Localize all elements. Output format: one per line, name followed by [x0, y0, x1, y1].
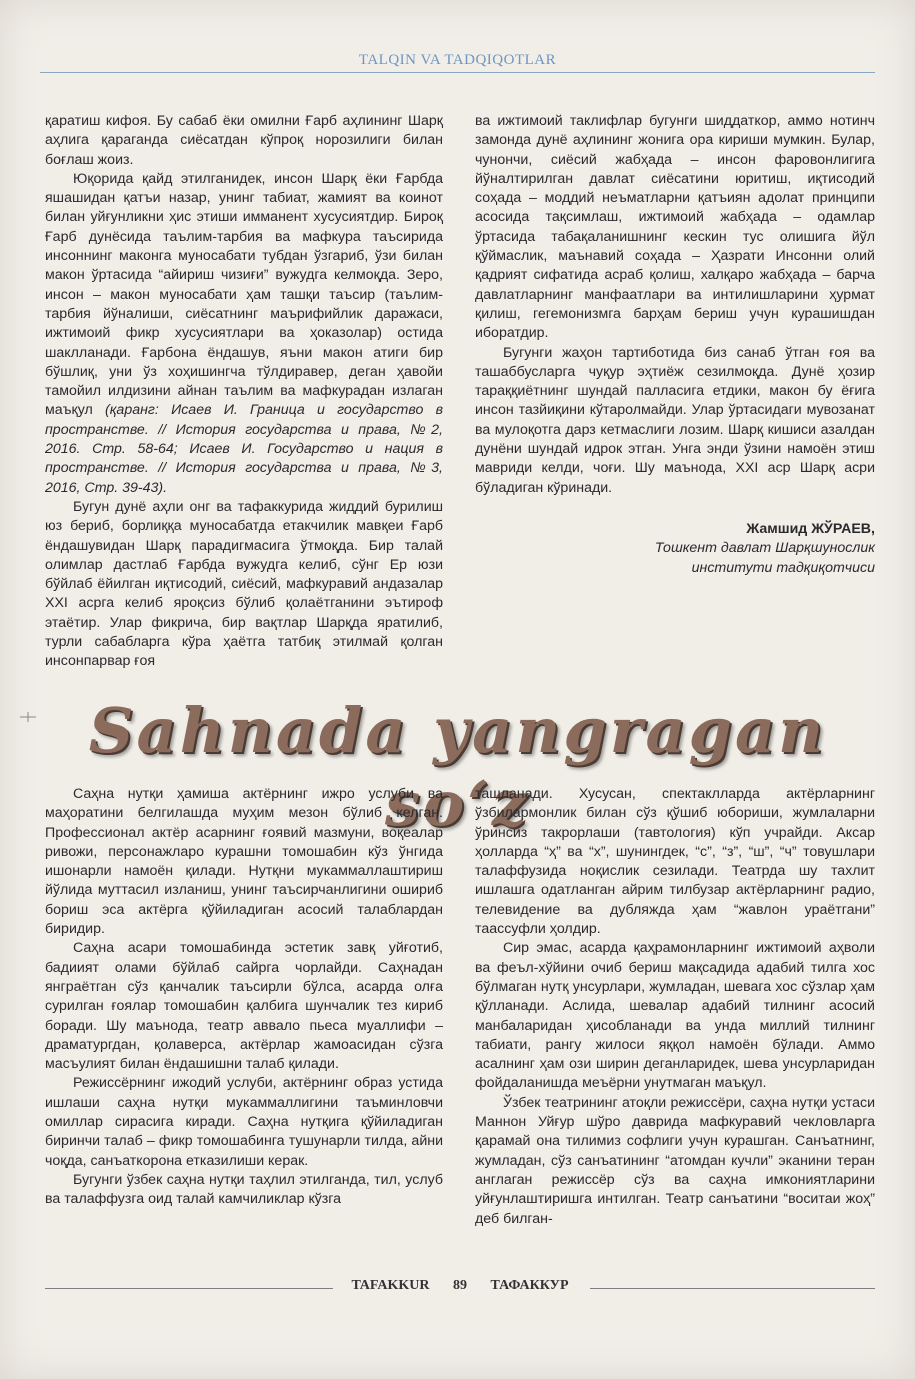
- paragraph-text: ва ижтимоий таклифлар бугунги шиддаткор, аммо нотинч замонда дунё аҳлининг жонига ора кириши мумкин. Булар, чунончи, сиёсий жабҳада – инсон фаровонлигига йўналтирилган давлат сиёсатини юритиш, иқтисодий соҳада – моддий неъматларни қатъиян адолат принципи асосида тақсимлаш, ижтимоий жабҳада – одамлар ўртасида табақаланишнинг кескин тус олишига йўл қўймаслик, маънавий соҳада – Ҳазрати Инсонни олий қадрият сифатида асраб қолиш, халқаро жабҳада – барча давлатларнинг манфаатлари ва интилишларини ҳурмат қилиш, гегемонизмга барҳам бериш учун курашишдан иборатдир.: [475, 113, 875, 342]
- article2-title: Sahnada yangragan so‘z: [88, 694, 827, 840]
- paragraph: [45, 785, 443, 939]
- paragraph-text: Сир эмас, асарда қаҳрамонларнинг ижтимоий аҳволи ва феъл-хўйини очиб бериш мақсадида адабий тилга хос бўлмаган нутқ унсурлари, жумладан, шевага хос сўзлар ҳам қўлланади. Аслида, шевалар адабий тилнинг асосий манбаларидан ҳисобланади ва унда миллий тилнинг табиати, рангу жилоси яққол намоён бўлади. Аммо асалнинг ҳам ози ширин деганларидек, шева унсурларидан фойдаланишда меъёрни унутмаган маъқул.: [475, 940, 875, 1092]
- article1-right-column: [475, 112, 875, 578]
- paragraph-text: Ўзбек театрининг атоқли режиссёри, саҳна нутқи устаси Маннон Уйғур шўро даврида мафкуравий чекловларга қарамай она тилимиз софлиги учун курашган. Санъатнинг, жумладан, сўз санъатининг “атомдан кучли” эканини теран англаган режиссёр сўз ва саҳна имкониятларини уйғунлаштиришга интилган. Театр санъатини “воситаи жоҳ” деб билган-: [475, 1094, 875, 1227]
- paragraph-text: Бугун дунё аҳли онг ва тафаккурида жиддий бурилиш юз бериб, борлиққа муносабатда етакчилик мавқеи Ғарб ёндашувидан Шарқ парадигмасига ўтмоқда. Бир талай олимлар дастлаб Ғарбда вужудга келиб, сўнг Ер юзи бўйлаб ёйилган иқтисодий, сиёсий, мафкуравий андазалар XXI асрга келиб яроқсиз бўлиб қолаётганини эътироф этаётир. Улар фикрича, бир вақтлар Шарқда яратилиб, турли сабабларга кўра ҳаётга татбиқ этилмай қолган инсонпарвар ғоя: [45, 498, 443, 670]
- paragraph: [475, 939, 875, 1093]
- article1-left-column: [45, 112, 443, 672]
- paragraph: [475, 785, 875, 939]
- citation-text: (қаранг: Исаев И. Граница и государство в пространстве. // История государства и права, №2, 2016. Стр. 58-64; Исаев И. Государство и нация в пространстве. // История государства и права, №3, 2016, Стр. 39-43).: [45, 402, 443, 496]
- paragraph: [45, 939, 443, 1074]
- author-name: Жамшид ЖЎРАЕВ,: [746, 520, 875, 537]
- article2-title-banner: [40, 690, 875, 840]
- paragraph: [475, 1094, 875, 1229]
- paragraph-text: Режиссёрнинг ижодий услуби, актёрнинг образ устида ишлаши саҳна нутқи мукаммаллигини таъминловчи омиллар сирасига киради. Саҳна нутқига қўйиладиган биринчи талаб – фикр томошабинга тушунарли тилда, айни чоқда, санъаткорона етказилиши керак.: [45, 1075, 443, 1169]
- paragraph-text: Саҳна асари томошабинда эстетик завқ уйғотиб, бадиият олами бўйлаб сайрга чорлайди. Саҳнадан янграётган сўз қанчалик таъсирли бўлса, асарда олға сурилган ғоялар томошабин қалбига шунчалик тез кириб боради. Шу маънода, театр аввало пьеса муаллифи – драматургдан, қолаверса, актёрлар жамоасидан сўзга масъулият билан ёндашишни талаб қилади.: [45, 940, 443, 1073]
- author-affiliation-line2: институти тадқиқотчиси: [691, 559, 875, 576]
- paragraph: [45, 112, 443, 170]
- margin-mark-icon: [20, 712, 36, 722]
- paragraph: [45, 1171, 443, 1210]
- author-affiliation-line1: Тошкент давлат Шарқшунослик: [654, 540, 875, 557]
- page-footer: [45, 1278, 875, 1300]
- paragraph: [475, 344, 875, 498]
- paragraph: [475, 112, 875, 344]
- paragraph-text: Саҳна нутқи ҳамиша актёрнинг ижро услуби ва маҳоратини белгилашда муҳим мезон бўлиб келган. Профессионал актёр асарнинг ғоявий мазмуни, воқеалар ривожи, персонажларо курашни томошабин кўз ўнгида ишонарли намоён қилади. Нутқни мукаммаллаштириш йўлида муттасил изланиш, унинг таъсирчанлигини ошириб бориш эса актёрга қўйиладиган асосий талаблардан биридир.: [45, 786, 443, 938]
- paragraph-text: Бугунги жаҳон тартиботида биз санаб ўтган ғоя ва ташаббусларга чуқур эҳтиёж сезилмоқда. Дунё ҳозир тараққиётнинг шундай палласига етдики, макон бу ёғига инсон тазйиқини кўтаролмайди. Улар ўртасидаги мувозанат ва мулоқотга дарз кетмаслиги лозим. Шарқ кишиси азалдан дунёни шундай идрок этган. Унга энди ўзини намоён этиш мавриди келди, чоғи. Шу маънода, XXI аср Шарқ асри бўладиган кўринади.: [475, 344, 875, 496]
- article2-right-column: [475, 785, 875, 1229]
- paragraph-text: Юқорида қайд этилганидек, инсон Шарқ ёки Ғарбда яшашидан қатъи назар, унинг табиат, жамият ва коинот билан уйғунликни ҳис этиши имманент хусусиятдир. Бироқ Ғарб дунёсида таълим-тарбия ва мафкура таъсирида инсоннинг маконга муносабати тубдан ўзгариб, ўзи билан макон ўртасида “айириш чизиғи” вужудга келмоқда. Зеро, инсон – макон муносабати ҳам ташқи таъсир (таълим-тарбия йўналиши, сиёсатнинг маърифийлик даражаси, ижтимоий фикр хусусиятлари ва ҳоказолар) остида шаклланади. Ғарбона ёндашув, яъни макон атиги бир бўшлиқ, уни ўз хоҳишингча тўлдиравер, деган ҳавойи тамойил илдизини айнан таълим ва мафкурадан излаган маъқул: [45, 170, 443, 419]
- article2-left-column: [45, 785, 443, 1210]
- section-title: TALQIN VA TADQIQOTLAR: [358, 52, 557, 68]
- paragraph-text: ташланади. Хусусан, спектаклларда актёрларнинг ўзбилармонлик билан сўз қўшиб юбориши, жумлаларни ўринсиз такрорлаши (тавтология) кўп учрайди. Аксар ҳолларда “ҳ” ва “х”, шунингдек, “с”, “з”, “ш”, “ч” товушлари талаффузида ноқислик сезилади. Театрда шу тахлит ишлашга одатланган айрим тилбузар актёрларнинг радио, телевидение ва дубляжда ҳам “жавлон ураётгани” таассуфли ҳолдир.: [475, 786, 875, 938]
- paragraph-text: Бугунги ўзбек саҳна нутқи таҳлил этилганда, тил, услуб ва талаффузга оид талай камчиликлар кўзга: [45, 1171, 443, 1208]
- header-rule: [40, 72, 875, 73]
- footer-text: [45, 1278, 875, 1294]
- page-number: 89: [453, 1278, 468, 1293]
- paragraph-text: қаратиш кифоя. Бу сабаб ёки омилни Ғарб аҳлининг Шарқ аҳлига қараганда сиёсатдан кўпроқ норозилиги билан боғлаш жоиз.: [45, 113, 443, 168]
- paragraph: [45, 170, 443, 498]
- author-signature: [475, 520, 875, 578]
- footer-right-label: ТАФАККУР: [490, 1278, 569, 1293]
- paragraph: [45, 498, 443, 672]
- footer-left-label: TAFAKKUR: [351, 1278, 430, 1293]
- paragraph: [45, 1074, 443, 1170]
- running-header: [40, 50, 875, 76]
